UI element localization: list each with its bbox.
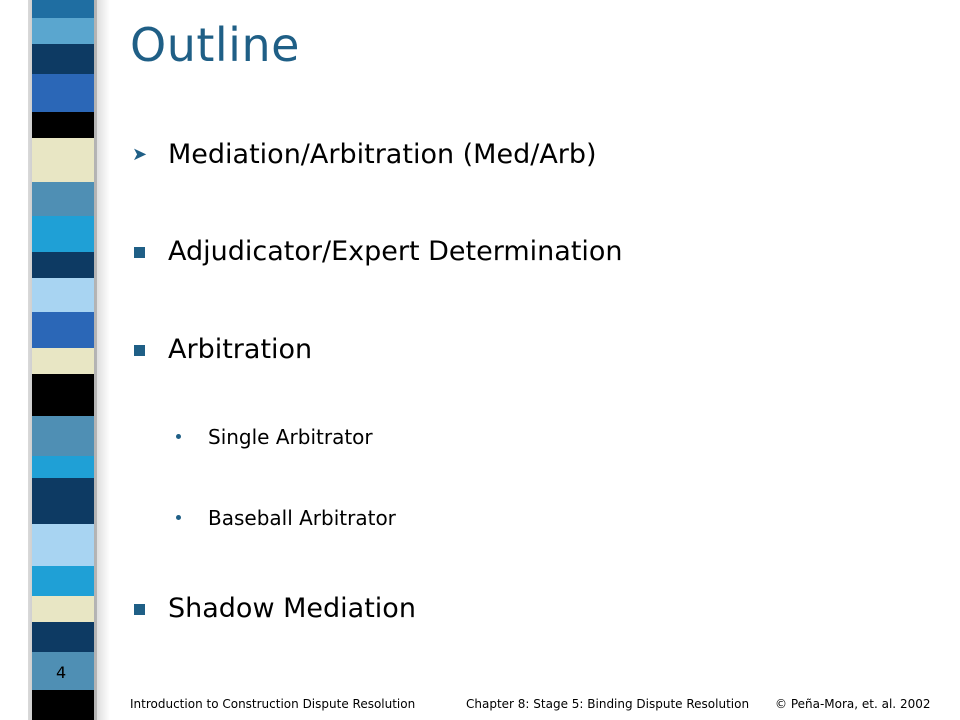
- square-bullet-icon: [134, 604, 145, 615]
- footer-left: Introduction to Construction Dispute Resolution: [130, 697, 416, 711]
- stripe-block: [32, 216, 94, 252]
- stripe-block: [32, 524, 94, 566]
- stripe-block: [32, 456, 94, 478]
- slide-title: Outline: [130, 18, 300, 72]
- footer-center: Chapter 8: Stage 5: Binding Dispute Resolution: [466, 697, 750, 711]
- stripe-block: [32, 44, 94, 74]
- stripe-block: [32, 596, 94, 622]
- stripe-block: [32, 374, 94, 416]
- stripe-block: [32, 416, 94, 456]
- stripe-block: [32, 252, 94, 278]
- bullet-text: Arbitration: [168, 334, 313, 365]
- stripe-block: [32, 112, 94, 138]
- sub-bullet-text: Single Arbitrator: [208, 425, 373, 449]
- dot-bullet-icon: [176, 434, 181, 439]
- stripe-block: [32, 182, 94, 216]
- footer-right: © Peña-Mora, et. al. 2002: [775, 697, 931, 711]
- bullet-text: Shadow Mediation: [168, 593, 416, 624]
- stripe-block: [32, 312, 94, 348]
- decorative-side-band: [0, 0, 110, 720]
- stripe-block: [32, 0, 94, 18]
- stripe-block: [32, 348, 94, 374]
- square-bullet-icon: [134, 345, 145, 356]
- dot-bullet-icon: [176, 515, 181, 520]
- stripe-block: [32, 690, 94, 720]
- stripe-block: [32, 138, 94, 182]
- stripe-block: [32, 18, 94, 44]
- arrow-bullet-icon: ➤: [132, 144, 148, 165]
- stripe-block: [32, 74, 94, 112]
- square-bullet-icon: [134, 247, 145, 258]
- stripe-block: [32, 478, 94, 524]
- stripe-block: [32, 566, 94, 596]
- bullet-text: Adjudicator/Expert Determination: [168, 236, 623, 267]
- slide-number: 4: [56, 663, 67, 682]
- stripe-block: [32, 622, 94, 652]
- stripe-block: [32, 278, 94, 312]
- sub-bullet-text: Baseball Arbitrator: [208, 506, 396, 530]
- bullet-text: Mediation/Arbitration (Med/Arb): [168, 139, 597, 170]
